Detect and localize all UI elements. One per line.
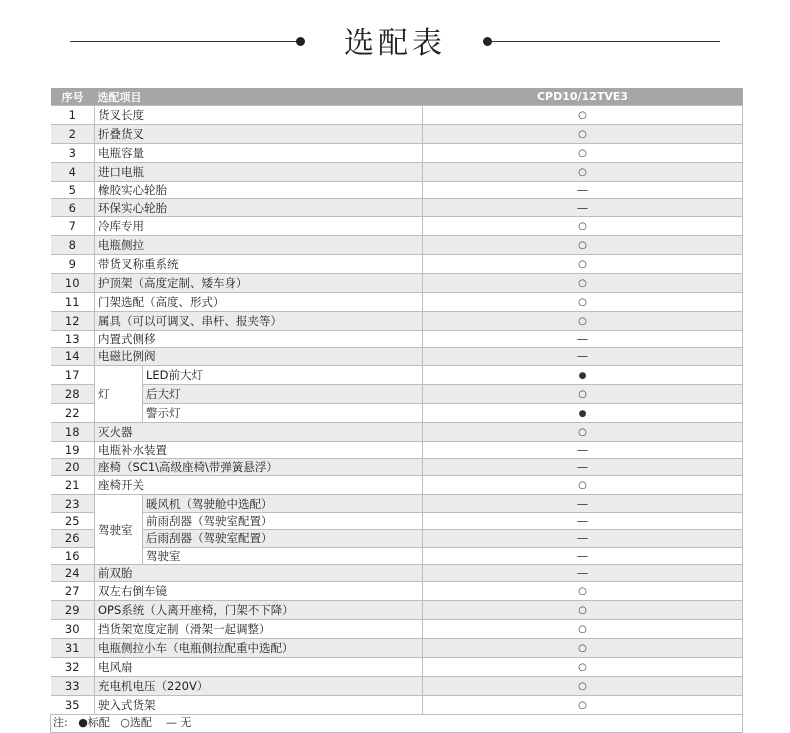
value-mark: ○ <box>578 239 587 251</box>
page-title: 选配表 <box>344 26 446 61</box>
options-table <box>50 88 743 733</box>
cell-value <box>423 530 743 547</box>
cell-seq: 27 <box>51 582 95 601</box>
table-row <box>51 530 743 547</box>
cell-value <box>423 311 743 330</box>
cell-seq: 16 <box>51 547 95 564</box>
value-mark: ○ <box>578 480 587 492</box>
cell-seq: 12 <box>51 311 95 330</box>
value-mark: — <box>576 349 589 364</box>
cell-item: 后雨刮器（驾驶室配置） <box>143 530 423 547</box>
cell-value <box>423 292 743 311</box>
cell-item: 内置式侧移 <box>95 330 423 347</box>
page-header <box>0 0 790 86</box>
cell-seq: 29 <box>51 601 95 620</box>
cell-value <box>423 658 743 677</box>
value-mark: ○ <box>578 220 587 232</box>
cell-group-label: 灯 <box>95 365 143 422</box>
cell-item: 电瓶容量 <box>95 144 423 163</box>
table-row <box>51 677 743 696</box>
table-row <box>51 106 743 125</box>
value-mark: — <box>576 531 589 546</box>
cell-item: OPS系统（人离开座椅，门架不下降） <box>95 601 423 620</box>
table-row <box>51 330 743 347</box>
table-row <box>51 512 743 529</box>
cell-item: 折叠货叉 <box>95 125 423 144</box>
cell-seq: 20 <box>51 458 95 475</box>
value-mark: — <box>576 183 589 198</box>
cell-value <box>423 330 743 347</box>
cell-value <box>423 199 743 216</box>
cell-value <box>423 620 743 639</box>
cell-value <box>423 254 743 273</box>
table-row <box>51 658 743 677</box>
value-mark: ● <box>578 408 587 419</box>
cell-seq: 32 <box>51 658 95 677</box>
cell-seq: 9 <box>51 254 95 273</box>
value-mark: ○ <box>578 277 587 289</box>
cell-seq: 31 <box>51 639 95 658</box>
cell-value <box>423 476 743 495</box>
value-mark: ● <box>578 370 587 381</box>
cell-value <box>423 547 743 564</box>
value-mark: ○ <box>578 110 587 121</box>
value-mark: — <box>576 442 589 457</box>
table-row <box>51 495 743 512</box>
cell-value <box>423 365 743 384</box>
cell-value <box>423 106 743 125</box>
cell-item: LED前大灯 <box>143 365 423 384</box>
cell-seq: 35 <box>51 696 95 715</box>
value-mark: ○ <box>578 700 587 712</box>
cell-value <box>423 403 743 422</box>
cell-seq: 3 <box>51 144 95 163</box>
cell-value <box>423 582 743 601</box>
cell-item: 橡胶实心轮胎 <box>95 182 423 199</box>
table-row <box>51 125 743 144</box>
table-row <box>51 235 743 254</box>
table-row <box>51 564 743 581</box>
cell-seq: 25 <box>51 512 95 529</box>
table-row <box>51 144 743 163</box>
cell-item: 后大灯 <box>143 384 423 403</box>
cell-item: 进口电瓶 <box>95 163 423 182</box>
cell-item: 货叉长度 <box>95 106 423 125</box>
cell-item: 座椅开关 <box>95 476 423 495</box>
cell-value <box>423 348 743 365</box>
table-row <box>51 582 743 601</box>
value-mark: ○ <box>578 586 587 598</box>
table-row <box>51 620 743 639</box>
cell-seq: 8 <box>51 235 95 254</box>
cell-seq: 14 <box>51 348 95 365</box>
table-row <box>51 601 743 620</box>
cell-value <box>423 441 743 458</box>
cell-seq: 23 <box>51 495 95 512</box>
value-mark: ○ <box>578 258 587 270</box>
value-mark: ○ <box>578 681 587 693</box>
cell-item: 电风扇 <box>95 658 423 677</box>
table-row <box>51 199 743 216</box>
table-row <box>51 254 743 273</box>
cell-item: 冷库专用 <box>95 216 423 235</box>
value-mark: — <box>576 200 589 215</box>
cell-item: 环保实心轮胎 <box>95 199 423 216</box>
table-row <box>51 639 743 658</box>
table-header-row <box>51 88 743 106</box>
cell-value <box>423 273 743 292</box>
cell-seq: 19 <box>51 441 95 458</box>
cell-value <box>423 144 743 163</box>
legend-note: 注: ●标配 ○选配 — 无 <box>51 715 743 732</box>
table-row <box>51 292 743 311</box>
cell-seq: 13 <box>51 330 95 347</box>
value-mark: ○ <box>578 643 587 655</box>
table-row <box>51 403 743 422</box>
table-row <box>51 384 743 403</box>
cell-item: 警示灯 <box>143 403 423 422</box>
cell-seq: 22 <box>51 403 95 422</box>
cell-seq: 24 <box>51 564 95 581</box>
cell-seq: 18 <box>51 422 95 441</box>
cell-item: 电瓶补水装置 <box>95 441 423 458</box>
cell-seq: 17 <box>51 365 95 384</box>
cell-value <box>423 601 743 620</box>
table-row <box>51 441 743 458</box>
value-mark: ○ <box>578 388 587 400</box>
table-row <box>51 547 743 564</box>
cell-item: 电磁比例阀 <box>95 348 423 365</box>
cell-item: 电瓶侧拉 <box>95 235 423 254</box>
cell-item: 挡货架宽度定制（滑架一起调整） <box>95 620 423 639</box>
table-body <box>51 106 743 733</box>
table-row <box>51 348 743 365</box>
value-mark: — <box>576 513 589 528</box>
cell-value <box>423 696 743 715</box>
cell-item: 电瓶侧拉小车（电瓶侧拉配重中选配） <box>95 639 423 658</box>
cell-value <box>423 235 743 254</box>
cell-item: 属具（可以可调叉、串杆、报夹等） <box>95 311 423 330</box>
cell-value <box>423 125 743 144</box>
cell-seq: 1 <box>51 106 95 125</box>
value-mark: ○ <box>578 148 587 159</box>
value-mark: — <box>576 496 589 511</box>
cell-seq: 2 <box>51 125 95 144</box>
table-row <box>51 216 743 235</box>
cell-item: 灭火器 <box>95 422 423 441</box>
value-mark: ○ <box>578 129 587 140</box>
value-mark: ○ <box>578 605 587 617</box>
cell-seq: 10 <box>51 273 95 292</box>
table-row <box>51 365 743 384</box>
cell-item: 带货叉称重系统 <box>95 254 423 273</box>
cell-seq: 28 <box>51 384 95 403</box>
table-row <box>51 311 743 330</box>
header-item: 选配项目 <box>95 88 423 106</box>
table-row <box>51 476 743 495</box>
cell-value <box>423 677 743 696</box>
header-model: CPD10/12TVE3 <box>423 88 743 106</box>
cell-item: 护顶架（高度定制、矮车身） <box>95 273 423 292</box>
cell-seq: 4 <box>51 163 95 182</box>
cell-item: 充电机电压（220V） <box>95 677 423 696</box>
cell-seq: 30 <box>51 620 95 639</box>
value-mark: — <box>576 460 589 475</box>
value-mark: ○ <box>578 296 587 308</box>
cell-value <box>423 422 743 441</box>
table-row <box>51 696 743 715</box>
value-mark: ○ <box>578 167 587 178</box>
cell-seq: 26 <box>51 530 95 547</box>
cell-seq: 21 <box>51 476 95 495</box>
value-mark: — <box>576 548 589 563</box>
cell-value <box>423 639 743 658</box>
cell-value <box>423 512 743 529</box>
cell-seq: 5 <box>51 182 95 199</box>
table-row <box>51 422 743 441</box>
cell-value <box>423 564 743 581</box>
cell-item: 前双胎 <box>95 564 423 581</box>
cell-seq: 6 <box>51 199 95 216</box>
table-row <box>51 163 743 182</box>
cell-seq: 7 <box>51 216 95 235</box>
value-mark: ○ <box>578 624 587 636</box>
cell-value <box>423 384 743 403</box>
cell-group-label: 驾驶室 <box>95 495 143 565</box>
legend-row <box>51 715 743 732</box>
cell-value <box>423 495 743 512</box>
table-row <box>51 273 743 292</box>
cell-value <box>423 216 743 235</box>
cell-item: 暖风机（驾驶舱中选配） <box>143 495 423 512</box>
cell-item: 门架选配（高度、形式） <box>95 292 423 311</box>
value-mark: ○ <box>578 426 587 438</box>
table-row <box>51 458 743 475</box>
value-mark: ○ <box>578 315 587 327</box>
header-seq: 序号 <box>51 88 95 106</box>
cell-item: 双左右倒车镜 <box>95 582 423 601</box>
cell-value <box>423 182 743 199</box>
value-mark: ○ <box>578 662 587 674</box>
cell-value <box>423 163 743 182</box>
cell-item: 驾驶室 <box>143 547 423 564</box>
cell-seq: 11 <box>51 292 95 311</box>
cell-item: 前雨刮器（驾驶室配置） <box>143 512 423 529</box>
cell-item: 座椅（SC1\高级座椅\带弹簧悬浮） <box>95 458 423 475</box>
table-row <box>51 182 743 199</box>
cell-seq: 33 <box>51 677 95 696</box>
value-mark: — <box>576 566 589 581</box>
header-rule-right <box>488 41 720 42</box>
value-mark: — <box>576 331 589 346</box>
cell-value <box>423 458 743 475</box>
cell-item: 驶入式货架 <box>95 696 423 715</box>
